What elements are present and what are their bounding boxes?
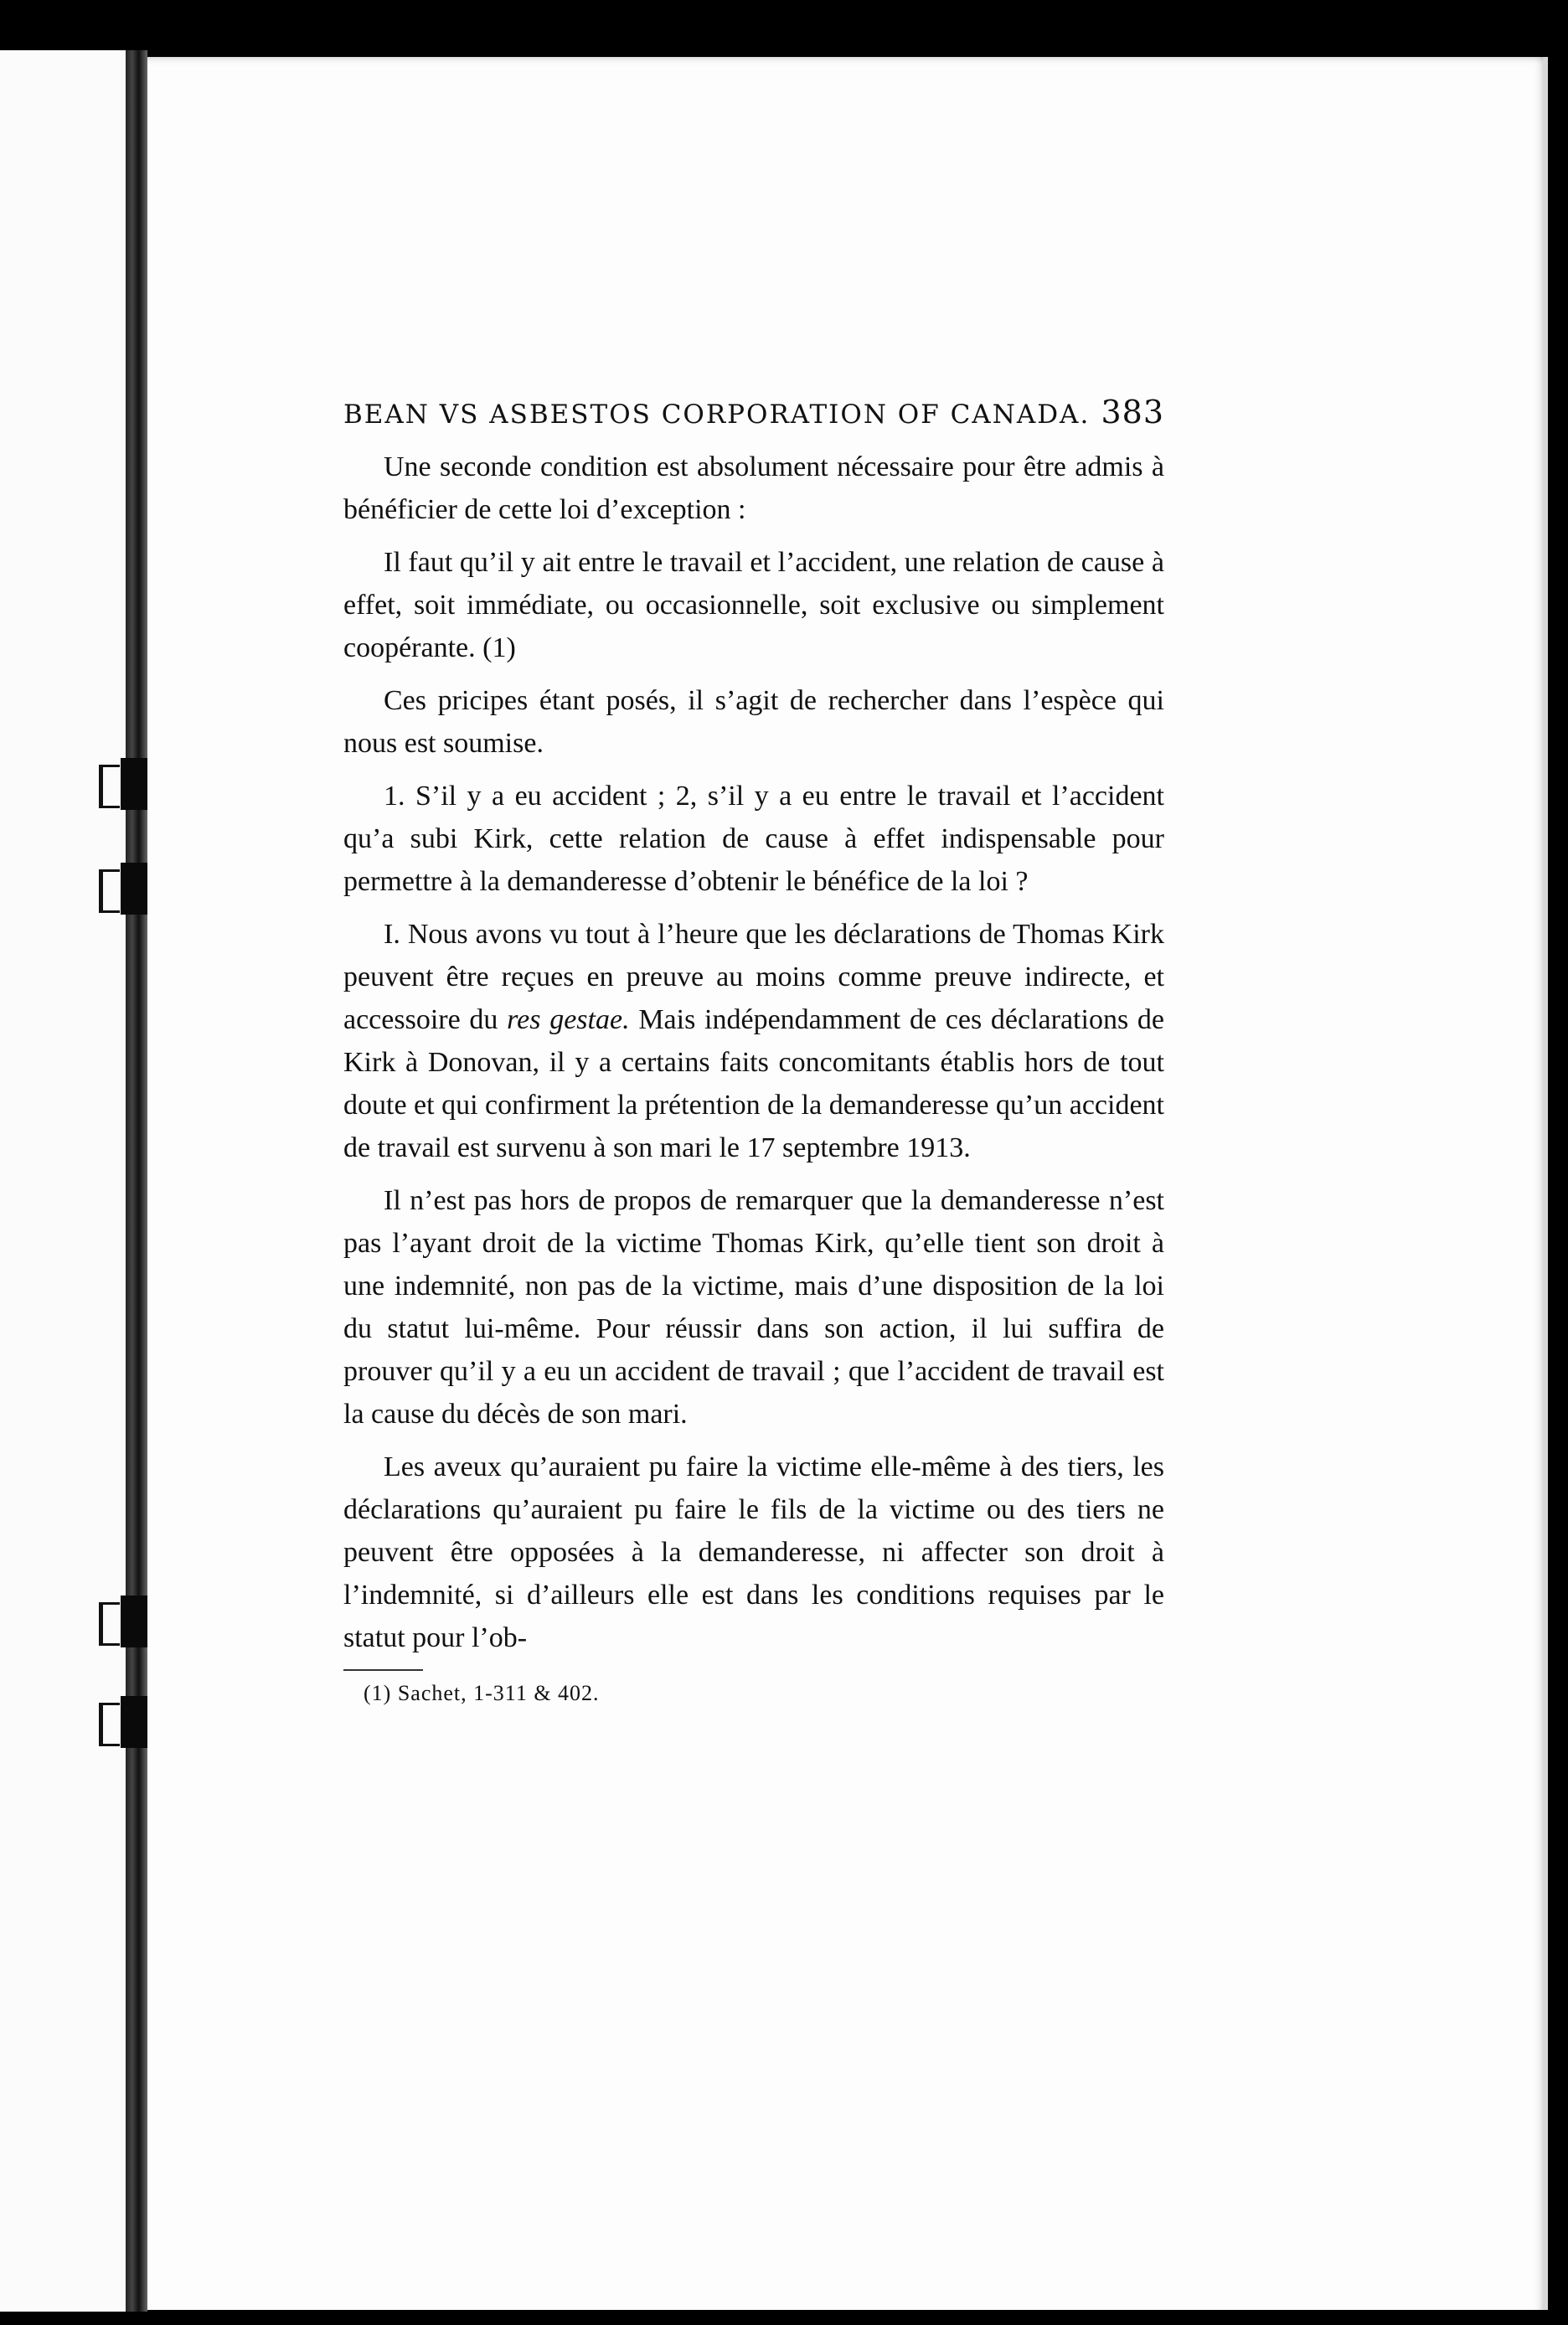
paragraph: Ces pricipes étant posés, il s’agit de rechercher dans l’espèce qui nous est soumise. (343, 685, 1164, 759)
paragraph: Les aveux qu’auraient pu faire la victime elle-même à des tiers, les déclarations qu’auraient pu faire le fils de la victime ou des tiers ne peuvent être opposées à la demanderesse, ni affecter son droit à l’indemnité, si d’ailleurs elle est dans les conditions requises par le statut pour l’ob- (343, 1451, 1164, 1653)
footnote-divider (343, 1669, 423, 1671)
page-number: 383 (1101, 394, 1164, 430)
paragraph: Il faut qu’il y ait entre le travail et l’accident, une relation de cause à effet, soit immédiate, ou occasionnelle, soit exclusive ou simplement coopérante. (1) (343, 547, 1164, 663)
binding-clip (121, 758, 147, 810)
paragraph-text: Mais indépendamment de ces déclarations de Kirk à Donovan, il y a certains faits concomitants établis hors de tout doute et qui confirment la prétention de la demanderesse qu’un accident de travail est survenu à son mari le 17 septembre 1913. (343, 1004, 1165, 1163)
running-title: BEAN VS ASBESTOS CORPORATION OF CANADA. (343, 400, 1091, 430)
binding-clip (121, 863, 147, 915)
page-text-block (343, 394, 1164, 1709)
paragraph: Il n’est pas hors de propos de remarquer que la demanderesse n’est pas l’ayant droit de la victime Thomas Kirk, qu’elle tient son droit à une indemnité, non pas de la victime, mais d’une disposition de la loi du statut lui-même. Pour réussir dans son action, il lui suffira de prouver qu’il y a eu un accident de travail ; que l’accident de travail est la cause du décès de son mari. (343, 1185, 1164, 1430)
italic-term: res gestae. (507, 1004, 630, 1035)
book-spine (126, 50, 147, 2312)
binding-clip (121, 1596, 147, 1647)
running-header (343, 394, 1164, 430)
page-edge-shadow (1543, 57, 1548, 2310)
footnote: (1) Sachet, 1-311 & 402. (364, 1681, 600, 1705)
paragraph (343, 913, 1164, 1169)
paragraph: Une seconde condition est absolument nécessaire pour être admis à bénéficier de cette loi d’exception : (343, 451, 1164, 525)
binding-clip (121, 1696, 147, 1748)
paragraph: 1. S’il y a eu accident ; 2, s’il y a eu entre le travail et l’accident qu’a subi Kirk, cette relation de cause à effet indispensable pour permettre à la demanderesse d’obtenir le bénéfice de la loi ? (343, 781, 1164, 897)
left-page-edge (0, 50, 126, 2312)
paragraph-text: I. Nous avons vu tout à l’heure que les déclarations de Thomas Kirk peuvent être reçues en preuve au moins comme preuve indirecte, et accessoire du (343, 919, 1164, 1035)
